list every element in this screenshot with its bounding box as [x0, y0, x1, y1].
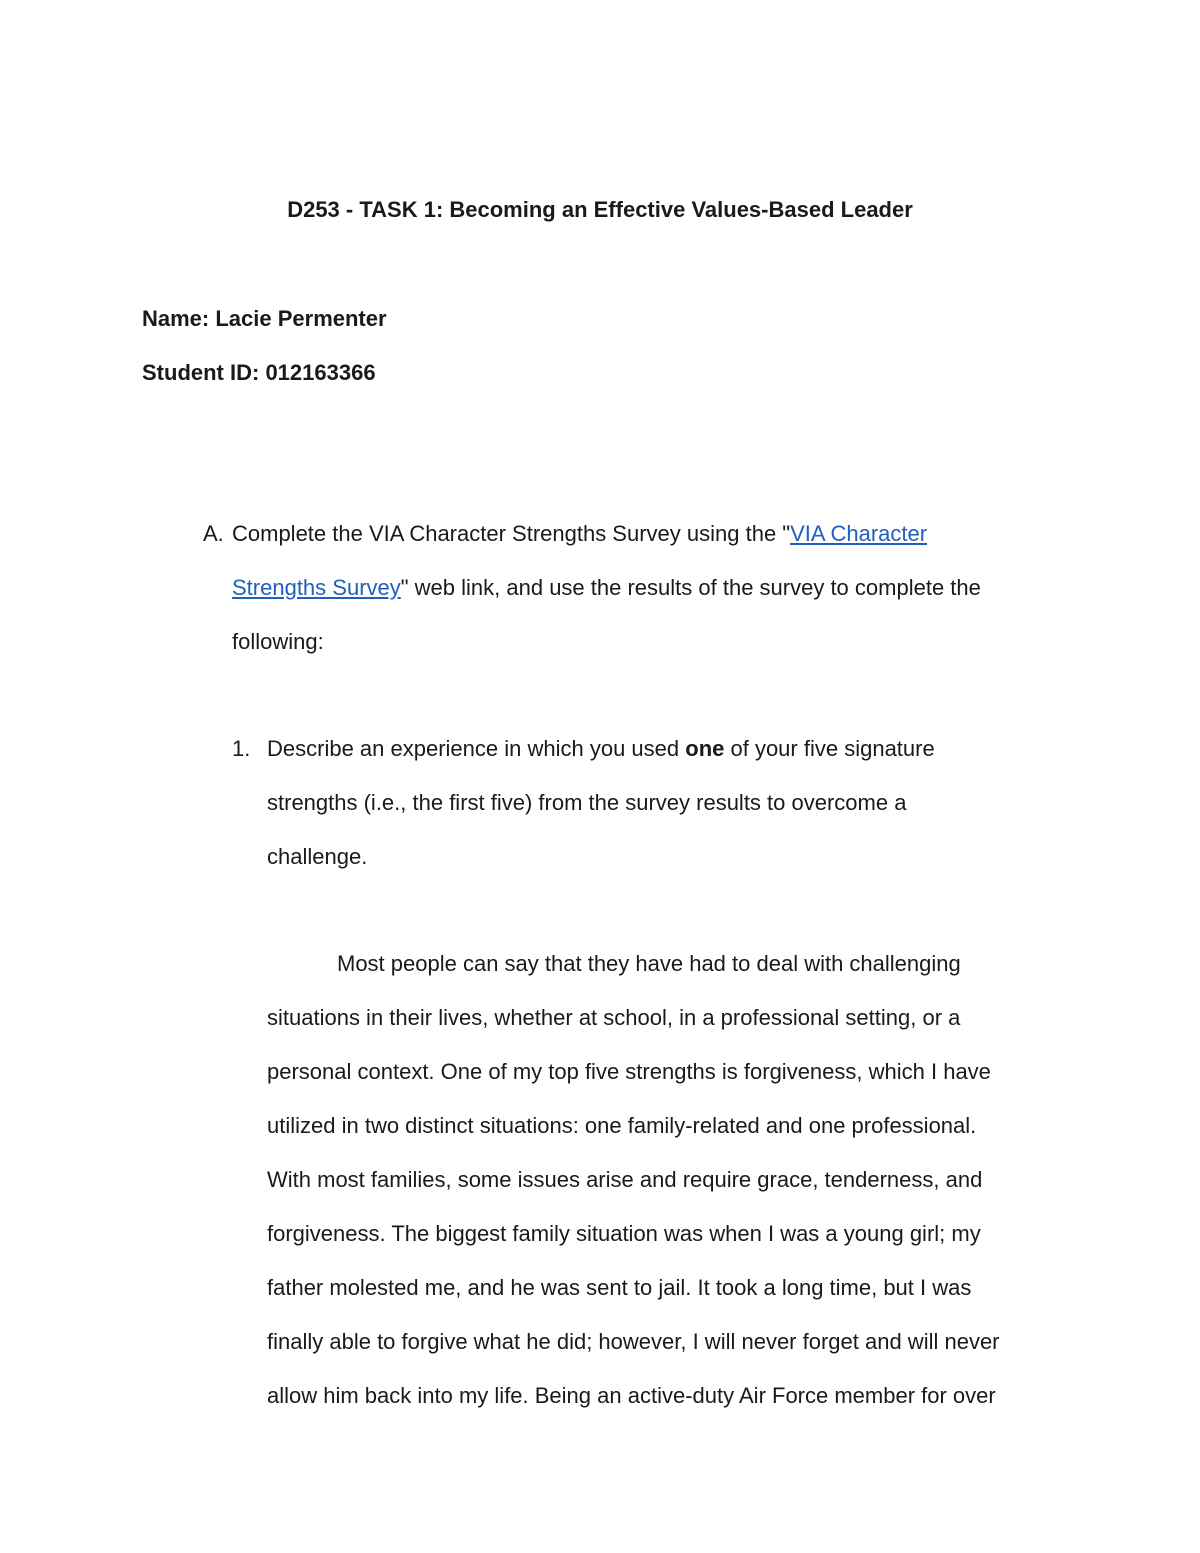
- item-1-line-3: challenge.: [267, 844, 368, 869]
- via-survey-link-part-2[interactable]: Strengths Survey: [232, 575, 401, 600]
- section-a-line-3: following:: [232, 629, 324, 654]
- student-name-line: [142, 304, 387, 334]
- answer-line: father molested me, and he was sent to jail. It took a long time, but I was: [267, 1275, 972, 1300]
- item-1-line-2: strengths (i.e., the first five) from the survey results to overcome a: [267, 790, 907, 815]
- student-id-line: [142, 358, 376, 388]
- answer-line: utilized in two distinct situations: one family-related and one professional.: [267, 1113, 977, 1138]
- student-id-label: Student ID:: [142, 360, 266, 385]
- section-a-text-1: Complete the VIA Character Strengths Survey using the ": [232, 521, 791, 546]
- answer-line: Most people can say that they have had to deal with challenging: [337, 951, 961, 976]
- section-a-prompt: [232, 507, 1082, 669]
- answer-paragraph: [267, 937, 1167, 1423]
- name-label: Name:: [142, 306, 216, 331]
- section-a-marker: A.: [203, 521, 224, 546]
- item-1-text-before: Describe an experience in which you used: [267, 736, 686, 761]
- item-1-prompt: [267, 722, 1067, 884]
- via-survey-link-part-1[interactable]: VIA Character: [790, 521, 928, 546]
- answer-line: finally able to forgive what he did; however, I will never forget and will never: [267, 1329, 1000, 1354]
- name-value: Lacie Permenter: [215, 306, 387, 331]
- answer-line: allow him back into my life. Being an active-duty Air Force member for over: [267, 1383, 996, 1408]
- student-id-value: 012163366: [265, 360, 376, 385]
- item-1-emphasis: one: [685, 736, 725, 761]
- answer-line: situations in their lives, whether at school, in a professional setting, or a: [267, 1005, 961, 1030]
- answer-line: forgiveness. The biggest family situation was when I was a young girl; my: [267, 1221, 981, 1246]
- item-1-marker: 1.: [232, 736, 251, 761]
- item-1-line-1: [267, 722, 1067, 776]
- document-title: D253 - TASK 1: Becoming an Effective Values-Based Leader: [287, 197, 913, 222]
- answer-line: With most families, some issues arise and require grace, tenderness, and: [267, 1167, 983, 1192]
- answer-line: personal context. One of my top five strengths is forgiveness, which I have: [267, 1059, 991, 1084]
- section-a-text-2: " web link, and use the results of the survey to complete the: [400, 575, 981, 600]
- section-a-line-2: [232, 561, 1082, 615]
- section-a-line-1: [232, 507, 1082, 561]
- item-1-text-after: of your five signature: [724, 736, 935, 761]
